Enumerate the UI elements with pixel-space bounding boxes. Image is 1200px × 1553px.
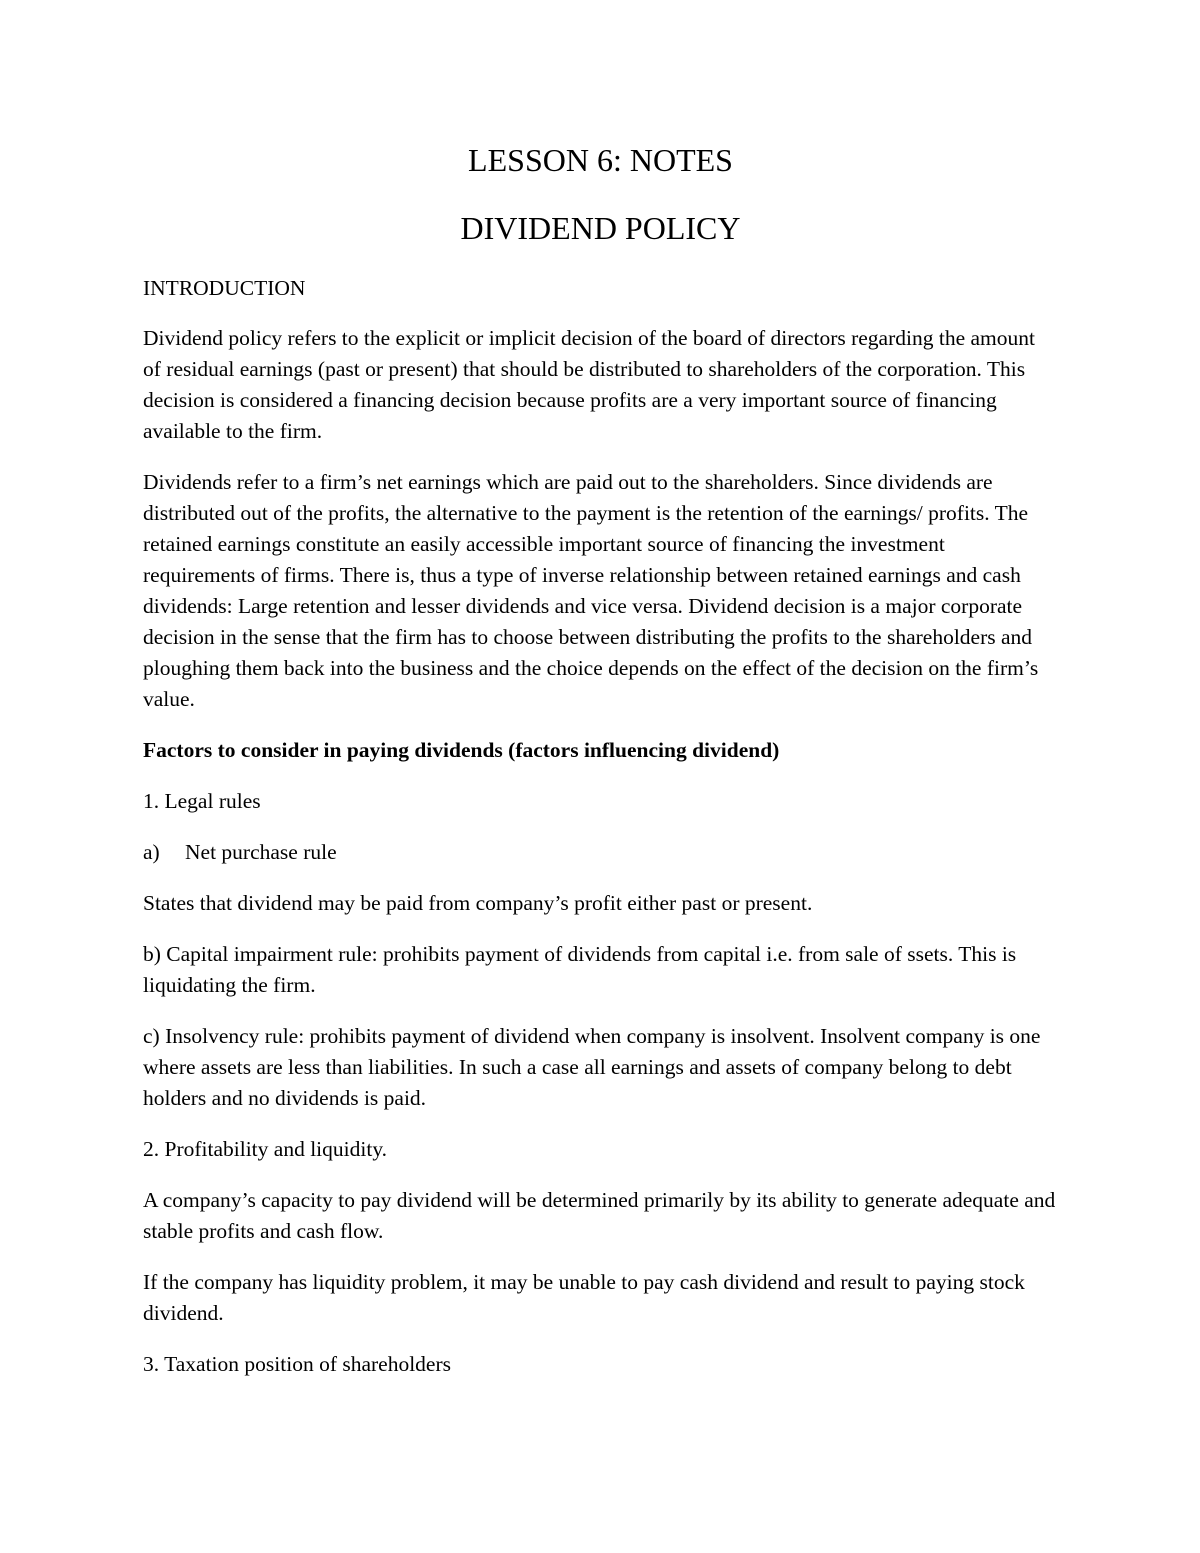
capital-impairment-rule: b) Capital impairment rule: prohibits payment of dividends from capital i.e. from sale of ssets. This is liquidating the firm. (143, 942, 1017, 997)
net-purchase-rule-item (143, 837, 1058, 868)
profitability-liquidity-item: 2. Profitability and liquidity. (143, 1137, 388, 1161)
profitability-paragraph-1: A company’s capacity to pay dividend will be determined primarily by its ability to generate adequate and stable profits and cash flow. (143, 1188, 1056, 1243)
introduction-paragraph-1: Dividend policy refers to the explicit or implicit decision of the board of directors regarding the amount of residual earnings (past or present) that should be distributed to shareholders of the corporation. This decision is considered a financing decision because profits are a very important source of financing available to the firm. (143, 326, 1035, 443)
introduction-paragraph-2: Dividends refer to a firm’s net earnings which are paid out to the shareholders. Since dividends are distributed out of the profits, the alternative to the payment is the retention of the earnings/ profits. The retained earnings constitute an easily accessible important source of financing the investment requirements of firms. There is, thus a type of inverse relationship between retained earnings and cash dividends: Large retention and lesser dividends and vice versa. Dividend decision is a major corporate decision in the sense that the firm has to choose between distributing the profits to the shareholders and ploughing them back into the business and the choice depends on the effect of the decision on the firm’s value. (143, 470, 1039, 711)
legal-rules-item: 1. Legal rules (143, 789, 261, 813)
lesson-title: LESSON 6: NOTES (468, 142, 733, 178)
document-body (143, 140, 1058, 1400)
taxation-position-item: 3. Taxation position of shareholders (143, 1352, 452, 1376)
net-purchase-rule-label: a) (143, 840, 160, 864)
profitability-paragraph-2: If the company has liquidity problem, it may be unable to pay cash dividend and result to paying stock dividend. (143, 1270, 1025, 1325)
net-purchase-rule-title: Net purchase rule (185, 840, 337, 864)
lesson-subtitle: DIVIDEND POLICY (460, 210, 741, 246)
net-purchase-rule-text: States that dividend may be paid from company’s profit either past or present. (143, 891, 813, 915)
insolvency-rule: c) Insolvency rule: prohibits payment of dividend when company is insolvent. Insolvent company is one where assets are less than liabilities. In such a case all earnings and assets of company belong to debt holders and no dividends is paid. (143, 1024, 1041, 1110)
introduction-heading: INTRODUCTION (143, 276, 306, 300)
factors-heading: Factors to consider in paying dividends (factors influencing dividend) (143, 738, 780, 762)
